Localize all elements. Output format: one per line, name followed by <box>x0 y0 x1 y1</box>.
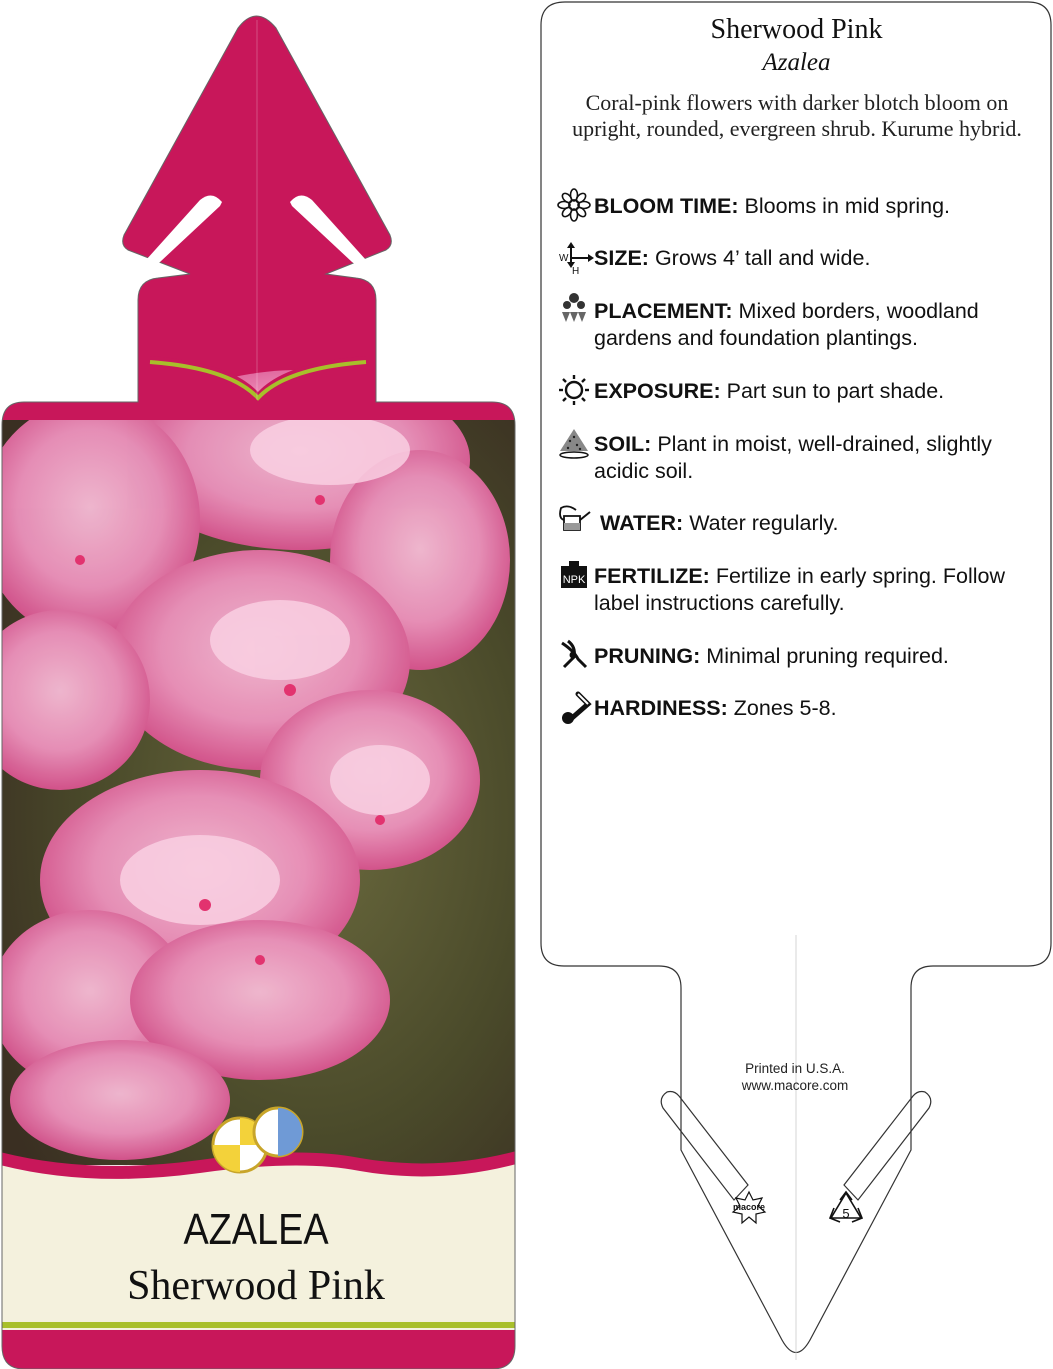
fertilize-label: FERTILIZE: <box>594 564 710 588</box>
bloom-time-label: BLOOM TIME: <box>594 194 739 218</box>
svg-text:H: H <box>572 266 580 277</box>
soil-text: Plant in moist, well-drained, slightly acidic soil. <box>594 432 992 483</box>
plant-description: Coral-pink flowers with darker blotch bloom on upright, rounded, evergreen shrub. Kurume hybrid. <box>572 90 1022 141</box>
website-text: www.macore.com <box>741 1078 849 1093</box>
placement-label: PLACEMENT: <box>594 299 733 323</box>
plant-genus: AZALEA <box>183 1205 329 1254</box>
water-label: WATER: <box>600 511 684 535</box>
size-label: SIZE: <box>594 246 649 270</box>
pruning-row <box>558 643 1038 673</box>
soil-row <box>558 431 1038 485</box>
svg-text:W: W <box>559 253 569 264</box>
exposure-row <box>558 378 1038 408</box>
flower-photo <box>0 370 520 1165</box>
size-row <box>558 245 1038 275</box>
back-scientific-name: Azalea <box>762 49 831 76</box>
placement-row <box>558 298 1038 352</box>
hardiness-text: Zones 5-8. <box>733 696 837 720</box>
front-tag <box>0 0 520 1369</box>
fertilize-text: Fertilize in early spring. Follow label instructions carefully. <box>594 564 1005 615</box>
hardiness-label: HARDINESS: <box>594 696 728 720</box>
water-row <box>558 510 1038 540</box>
exposure-text: Part sun to part shade. <box>726 379 945 403</box>
placement-text: Mixed borders, woodland gardens and foundation plantings. <box>594 299 979 350</box>
bloom-time-row <box>558 193 1038 223</box>
soil-label: SOIL: <box>594 432 652 456</box>
pruning-text: Minimal pruning required. <box>706 644 949 668</box>
exposure-label: EXPOSURE: <box>594 379 721 403</box>
svg-text:5: 5 <box>842 1206 850 1221</box>
pruning-label: PRUNING: <box>594 644 701 668</box>
tag-top-band <box>0 0 520 420</box>
svg-text:NPK: NPK <box>562 574 586 586</box>
fertilize-row <box>558 563 1038 617</box>
svg-text:macore: macore <box>732 1202 766 1212</box>
water-text: Water regularly. <box>689 511 839 535</box>
printer-info <box>690 1060 900 1094</box>
bloom-time-text: Blooms in mid spring. <box>744 194 951 218</box>
hardiness-row <box>558 695 1038 725</box>
size-text: Grows 4’ tall and wide. <box>654 246 871 270</box>
printed-in-text: Printed in U.S.A. <box>745 1061 845 1076</box>
back-title: Sherwood Pink <box>710 14 883 45</box>
plant-variety: Sherwood Pink <box>127 1263 385 1309</box>
